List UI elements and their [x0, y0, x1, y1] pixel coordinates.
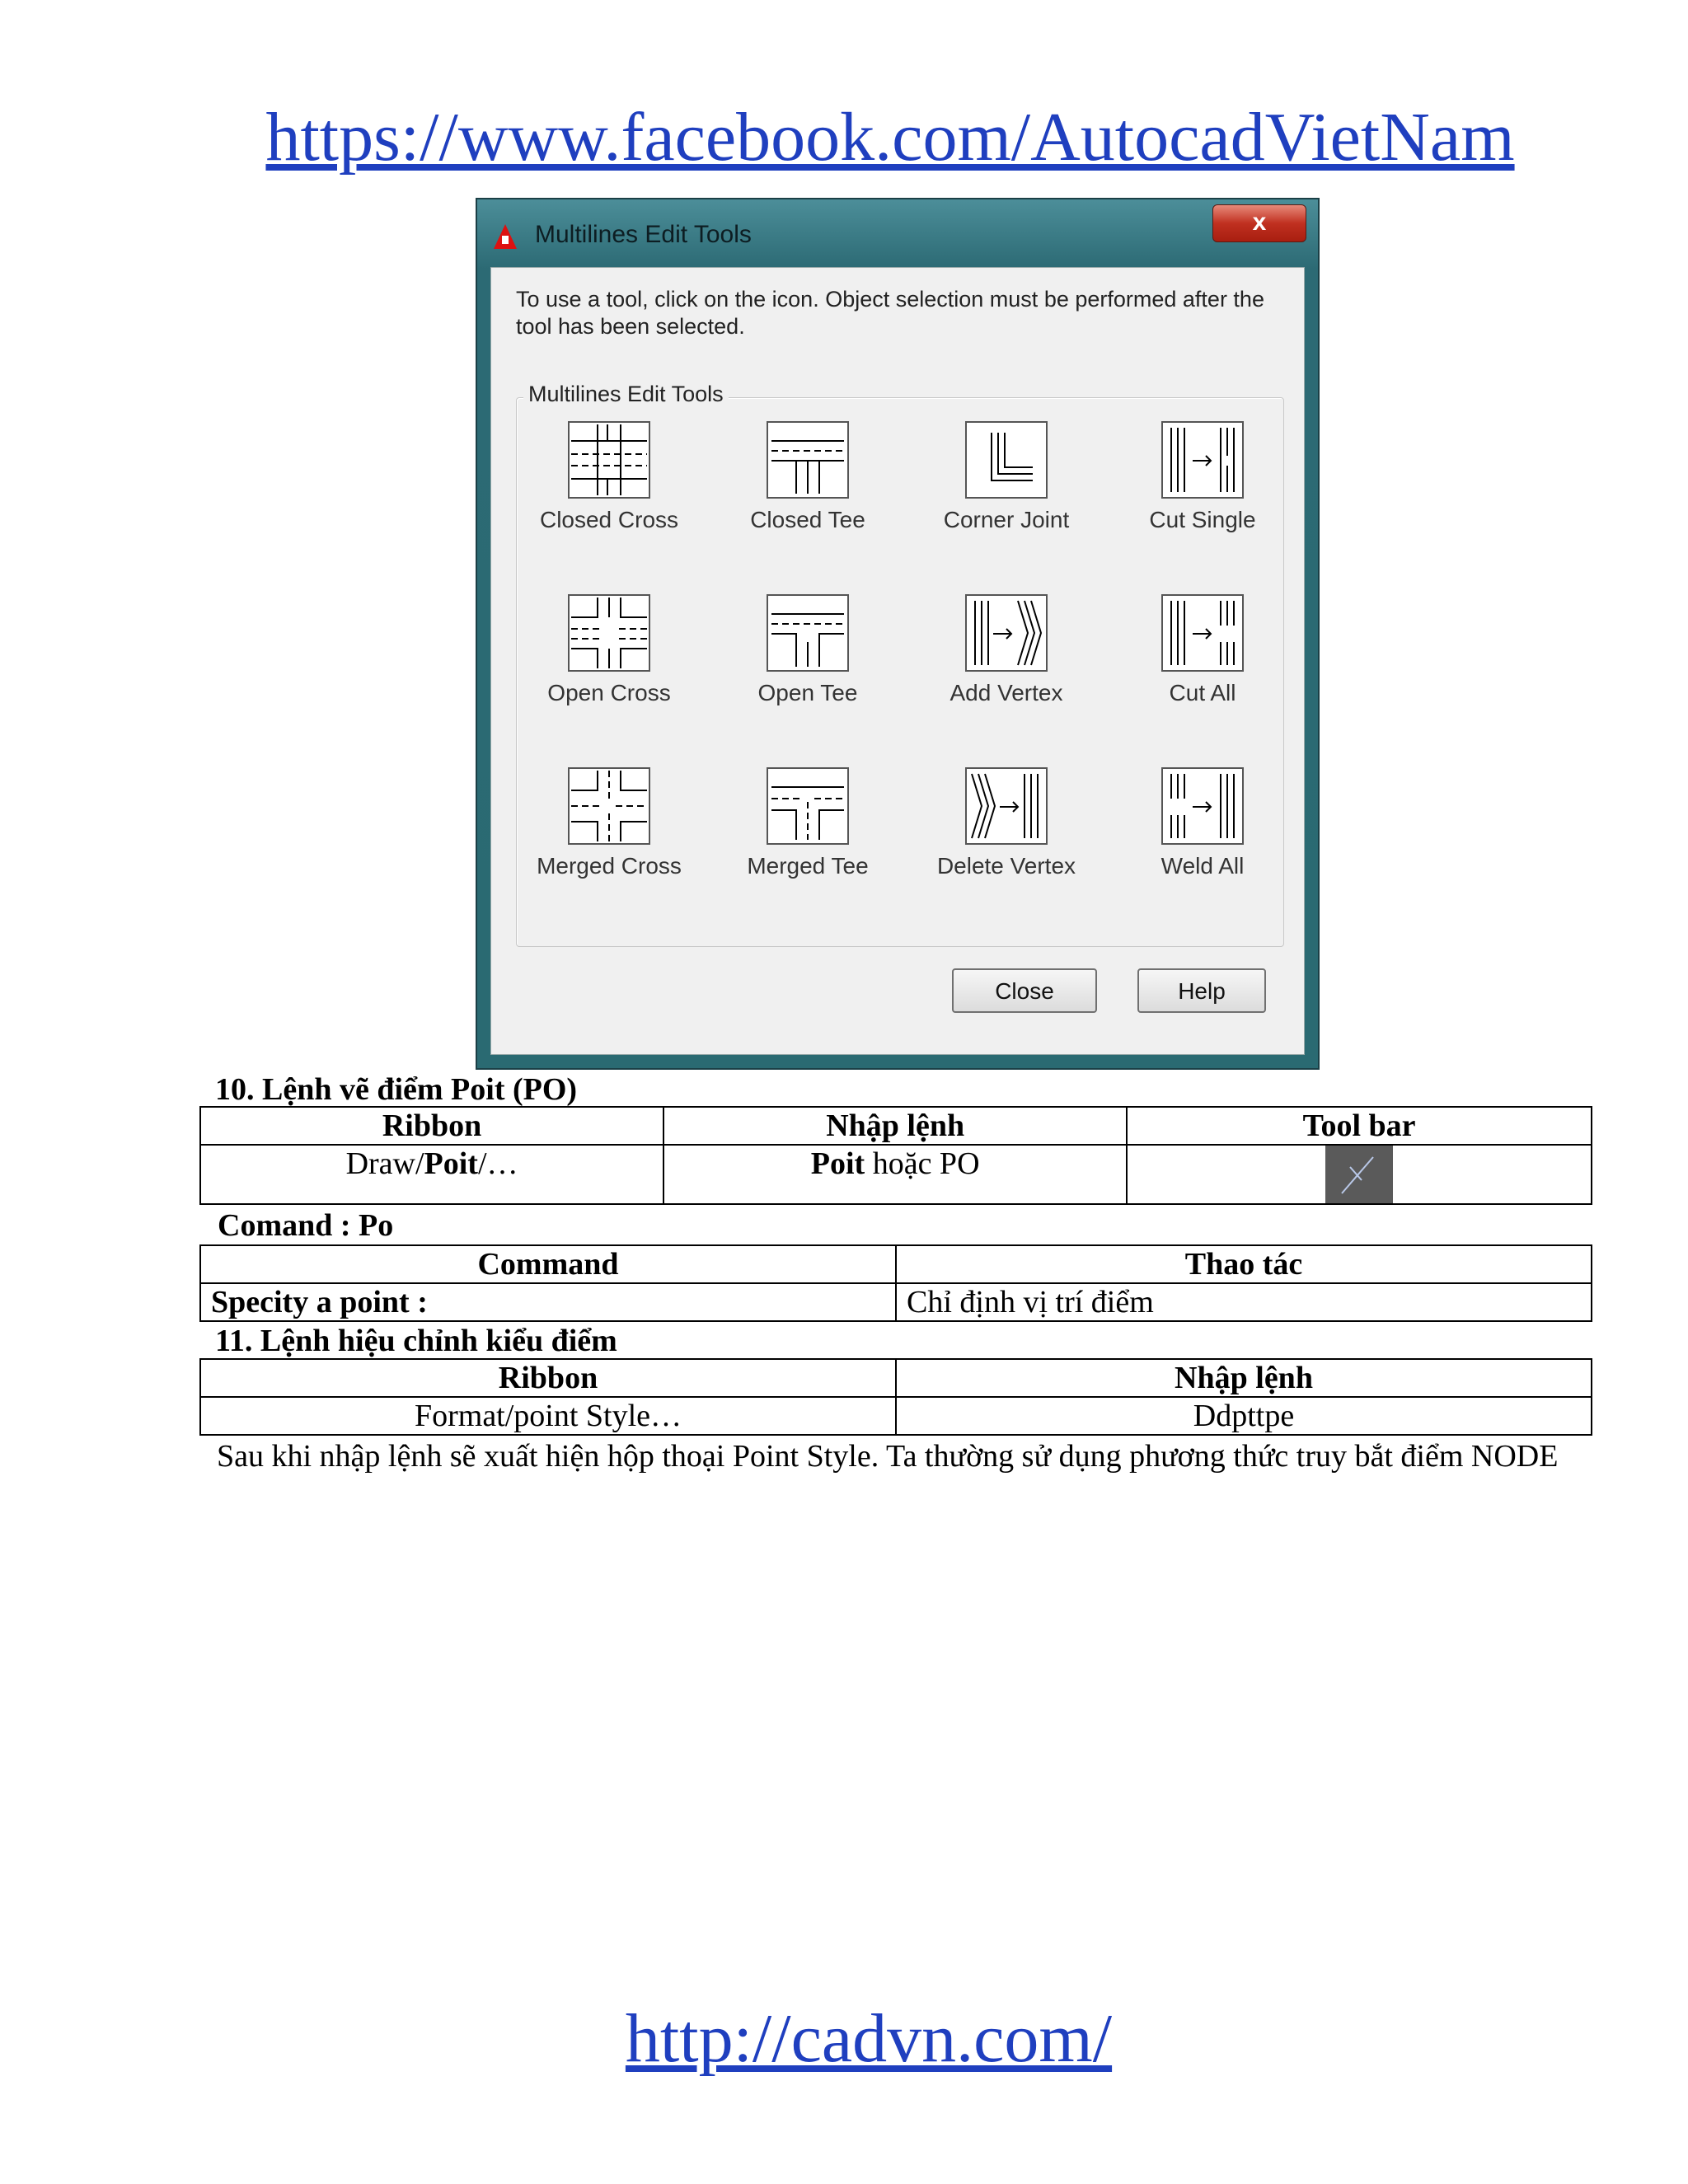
- tool-closed-tee[interactable]: [725, 421, 890, 533]
- facebook-link[interactable]: https://www.facebook.com/AutocadVietNam: [265, 99, 1515, 176]
- open-tee-icon: [767, 594, 849, 672]
- ribbon-path-pre: Draw/: [345, 1146, 424, 1181]
- command-input-cell: Ddpttpe: [896, 1397, 1592, 1435]
- close-button[interactable]: Close: [952, 968, 1097, 1013]
- cut-all-icon: [1161, 594, 1244, 672]
- section11-heading: 11. Lệnh hiệu chỉnh kiểu điểm: [215, 1324, 617, 1358]
- tool-cut-all[interactable]: [1120, 594, 1285, 706]
- tool-label: Cut All: [1169, 680, 1236, 705]
- corner-joint-icon: [965, 421, 1048, 499]
- tool-label: Open Cross: [547, 680, 671, 705]
- cut-single-icon: [1161, 421, 1244, 499]
- multilines-edit-tools-dialog: [476, 198, 1320, 1070]
- tool-label: Merged Cross: [537, 853, 682, 879]
- tool-label: Cut Single: [1149, 507, 1256, 532]
- command-input-cell: [663, 1145, 1127, 1204]
- body-paragraph: Sau khi nhập lệnh sẽ xuất hiện hộp thoại Point Style. Ta thường sử dụng phương thức truy bắt điểm NODE: [217, 1439, 1559, 1474]
- tool-delete-vertex[interactable]: [924, 767, 1089, 879]
- autocad-logo-icon: [494, 224, 517, 249]
- section10-heading: 10. Lệnh vẽ điểm Poit (PO): [215, 1072, 578, 1107]
- toolbar-cell: [1127, 1145, 1592, 1204]
- point-icon[interactable]: [1325, 1146, 1393, 1203]
- tool-label: Open Tee: [757, 680, 858, 705]
- command-alias: hoặc PO: [865, 1146, 980, 1181]
- dialog-instructions: To use a tool, click on the icon. Object selection must be performed after the tool has been selected.: [516, 287, 1264, 339]
- tool-closed-cross[interactable]: [527, 421, 692, 533]
- tool-merged-cross[interactable]: [527, 767, 692, 879]
- dialog-titlebar[interactable]: [477, 199, 1318, 265]
- dialog-client-area: [490, 267, 1305, 1055]
- delete-vertex-icon: [965, 767, 1048, 845]
- ribbon-path-bold: Poit: [424, 1146, 478, 1181]
- open-cross-icon: [568, 594, 650, 672]
- tool-corner-joint[interactable]: [924, 421, 1089, 533]
- tool-label: Add Vertex: [950, 680, 1063, 705]
- tool-label: Delete Vertex: [936, 853, 1076, 879]
- col-header-command: Nhập lệnh: [663, 1107, 1127, 1145]
- section11-table: [199, 1358, 1592, 1436]
- command-action-cell: Chỉ định vị trí điểm: [896, 1283, 1592, 1321]
- merged-cross-icon: [568, 767, 650, 845]
- tools-group-label: Multilines Edit Tools: [523, 382, 729, 407]
- tool-open-cross[interactable]: [527, 594, 692, 706]
- section10-table: [199, 1106, 1592, 1205]
- col-header-ribbon: Ribbon: [200, 1107, 663, 1145]
- tool-merged-tee[interactable]: [725, 767, 890, 879]
- tools-group: [516, 382, 1284, 947]
- command-table: [199, 1244, 1592, 1322]
- closed-tee-icon: [767, 421, 849, 499]
- tool-open-tee[interactable]: [725, 594, 890, 706]
- tool-label: Corner Joint: [943, 507, 1070, 532]
- window-close-button[interactable]: x: [1212, 204, 1306, 242]
- col-header-command: Nhập lệnh: [896, 1359, 1592, 1397]
- col-header-command: Command: [200, 1245, 896, 1283]
- dialog-title: Multilines Edit Tools: [535, 221, 752, 248]
- weld-all-icon: [1161, 767, 1244, 845]
- add-vertex-icon: [965, 594, 1048, 672]
- tool-add-vertex[interactable]: [924, 594, 1089, 706]
- col-header-ribbon: Ribbon: [200, 1359, 896, 1397]
- cadvn-link[interactable]: http://cadvn.com/: [625, 2000, 1113, 2077]
- col-header-action: Thao tác: [896, 1245, 1592, 1283]
- tool-weld-all[interactable]: [1120, 767, 1285, 879]
- col-header-toolbar: Tool bar: [1127, 1107, 1592, 1145]
- closed-cross-icon: [568, 421, 650, 499]
- ribbon-path-post: /…: [477, 1146, 518, 1181]
- ribbon-path-cell: Format/point Style…: [200, 1397, 896, 1435]
- command-heading: Comand : Po: [218, 1208, 394, 1243]
- tool-label: Closed Tee: [750, 507, 865, 532]
- tool-label: Closed Cross: [539, 507, 679, 532]
- command-name-bold: Poit: [810, 1146, 865, 1181]
- help-button[interactable]: Help: [1137, 968, 1266, 1013]
- merged-tee-icon: [767, 767, 849, 845]
- tool-cut-single[interactable]: [1120, 421, 1285, 533]
- ribbon-path-cell: [200, 1145, 663, 1204]
- tool-label: Weld All: [1160, 853, 1245, 879]
- tool-label: Merged Tee: [747, 853, 869, 879]
- command-prompt-cell: Specity a point :: [200, 1283, 896, 1321]
